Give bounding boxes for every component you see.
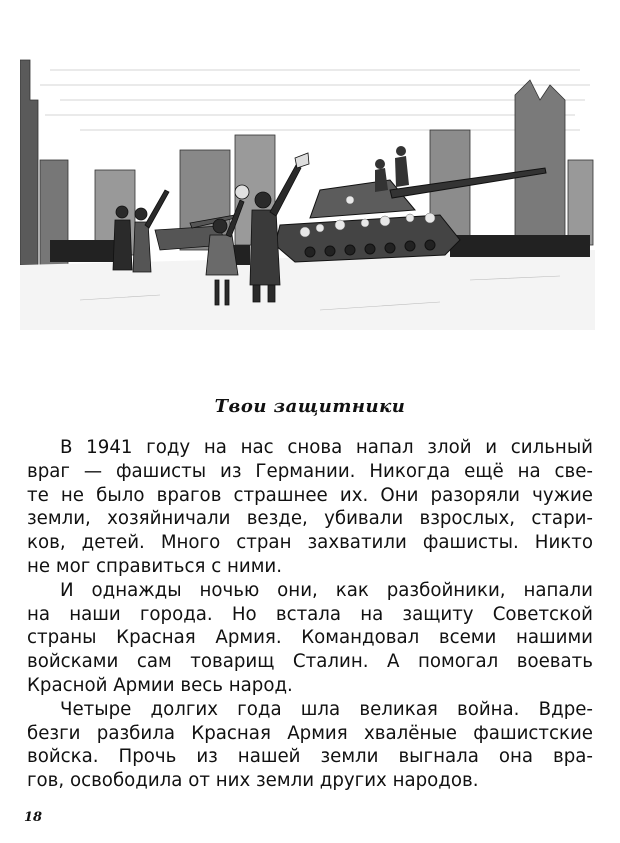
text-line: безги разбила Красная Армия хвалёные фашистские	[27, 722, 593, 744]
article-body	[27, 436, 593, 793]
text-line: войска. Прочь из нашей земли выгнала она вра-	[27, 746, 593, 768]
article-title: Твои защитники	[214, 396, 406, 417]
text-line: И однажды ночью они, как разбойники, напали	[60, 579, 593, 601]
text-line: Четыре долгих года шла великая война. Вдре-	[60, 698, 593, 720]
text-line: на наши города. Но встала на защиту Советской	[27, 603, 593, 625]
page-number: 18	[24, 810, 43, 825]
text-line: ков, детей. Много стран захватили фашисты. Никто	[27, 532, 593, 554]
text-line: войсками сам товарищ Сталин. А помогал воевать	[27, 651, 593, 673]
text-line: те не было врагов страшнее их. Они разоряли чужие	[27, 484, 593, 506]
text-line: не мог справиться с ними.	[27, 555, 283, 577]
text-line: земли, хозяйничали везде, убивали взрослых, стари-	[27, 508, 593, 530]
text-line: страны Красная Армия. Командовал всеми нашими	[27, 627, 593, 649]
text-line: В 1941 году на нас снова напал злой и сильный	[60, 437, 593, 458]
text-line: враг — фашисты из Германии. Никогда ещё на све-	[27, 460, 593, 482]
text-line: Красной Армии весь народ.	[27, 674, 293, 696]
illustration-victory-parade	[20, 40, 595, 330]
text-line: гов, освободила от них земли других народов.	[27, 770, 479, 792]
